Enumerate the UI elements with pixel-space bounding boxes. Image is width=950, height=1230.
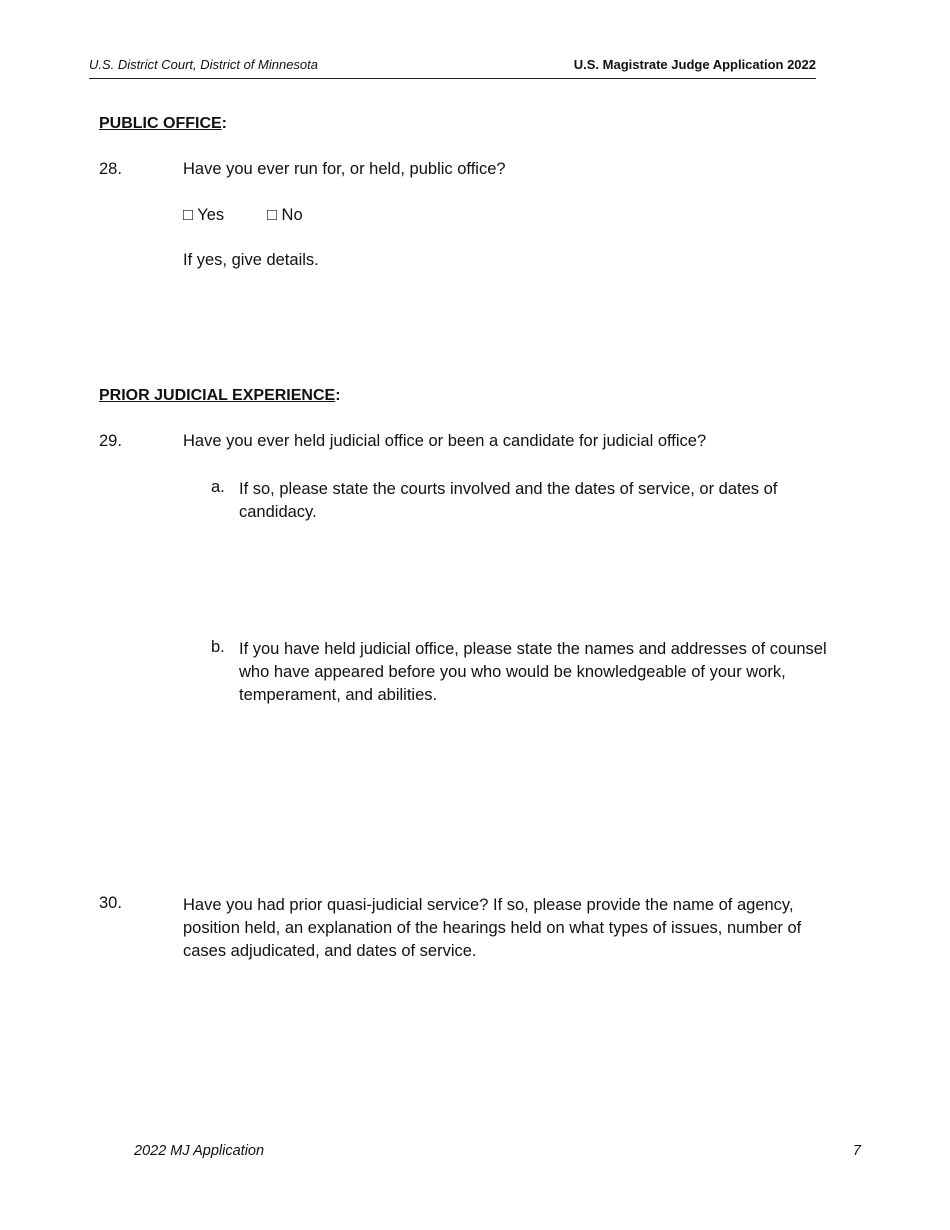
- question-number-30: 30.: [99, 894, 122, 912]
- section-heading-text: PUBLIC OFFICE: [99, 115, 222, 132]
- footer-page-number: 7: [852, 1143, 861, 1159]
- section-heading-text: PRIOR JUDICIAL EXPERIENCE: [99, 387, 336, 404]
- section-heading-prior-judicial-experience: [99, 387, 341, 405]
- header-application-title: U.S. Magistrate Judge Application 2022: [573, 57, 816, 72]
- question-29b-label: b.: [211, 638, 225, 656]
- question-number-29: 29.: [99, 432, 122, 450]
- section-heading-public-office: [99, 115, 227, 133]
- question-28-text: Have you ever run for, or held, public office?: [183, 160, 506, 178]
- header-court-name: U.S. District Court, District of Minnesota: [89, 57, 318, 72]
- question-30-text: Have you had prior quasi-judicial service? If so, please provide the name of agency, position held, an explanation of the hearings held on what types of issues, number of cases adjudicated, and dates of service.: [183, 896, 802, 960]
- question-29b-text: If you have held judicial office, please state the names and addresses of counsel who have appeared before you who would be knowledgeable of your work, temperament, and abilities.: [239, 640, 827, 704]
- checkbox-no-28[interactable]: □ No: [267, 206, 303, 224]
- checkbox-yes-28[interactable]: □ Yes: [183, 206, 225, 224]
- question-29-text: Have you ever held judicial office or been a candidate for judicial office?: [183, 432, 707, 450]
- section-heading-colon: :: [335, 387, 341, 404]
- question-29a-label: a.: [211, 478, 225, 496]
- question-29a-text: If so, please state the courts involved and the dates of service, or dates of candidacy.: [239, 480, 778, 521]
- footer-document-title: 2022 MJ Application: [134, 1143, 265, 1159]
- question-28-details-prompt: If yes, give details.: [183, 251, 319, 269]
- header-divider: [89, 78, 816, 79]
- section-heading-colon: :: [221, 115, 227, 132]
- question-number-28: 28.: [99, 160, 122, 178]
